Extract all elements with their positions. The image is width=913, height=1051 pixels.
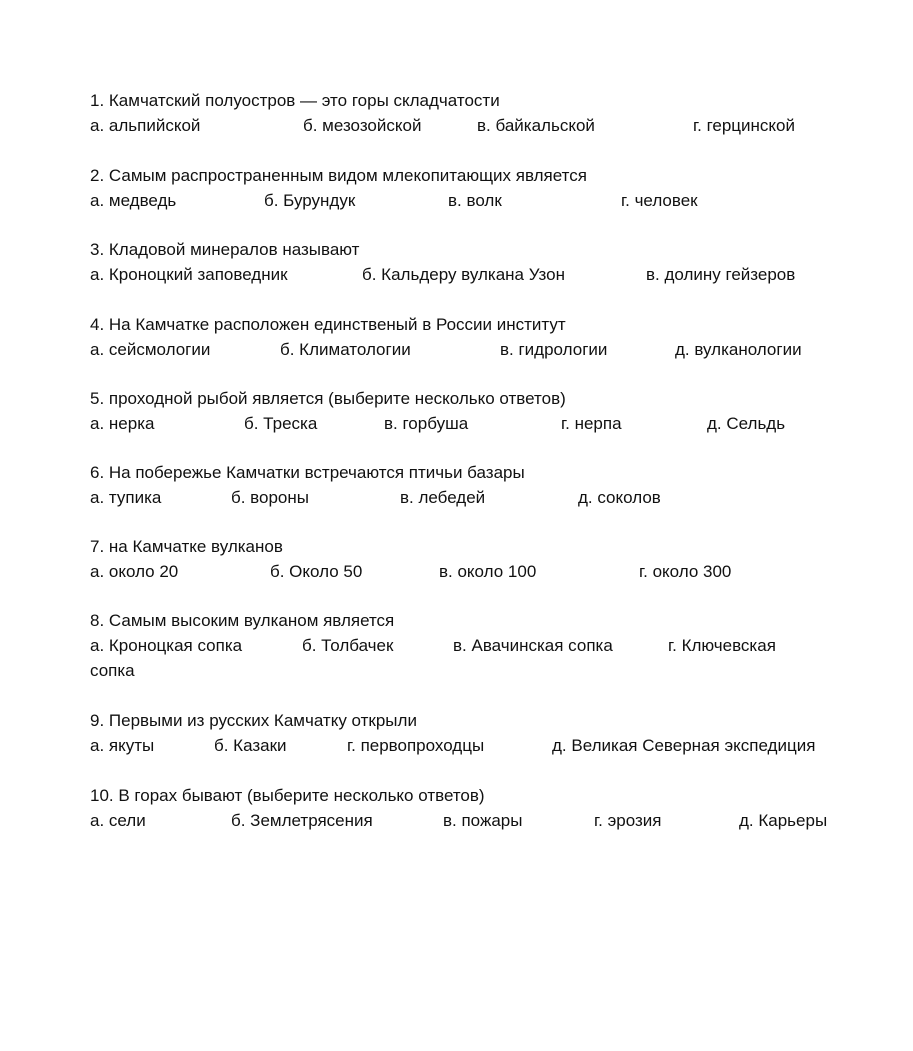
question-text: 7. на Камчатке вулканов — [90, 537, 283, 556]
answer-options — [90, 411, 880, 436]
question-9 — [90, 708, 880, 758]
answer-option: в. горбуша — [384, 414, 469, 433]
answer-option: а. тупика — [90, 488, 162, 507]
question-1 — [90, 88, 880, 138]
question-text: 8. Самым высоким вулканом является — [90, 611, 395, 630]
answer-option: г. эрозия — [594, 811, 662, 830]
question-3 — [90, 237, 880, 287]
answer-option: д. соколов — [578, 488, 661, 507]
answer-options — [90, 633, 880, 683]
answer-option: а. якуты — [90, 736, 155, 755]
answer-option: а. нерка — [90, 414, 155, 433]
answer-option: б. Бурундук — [264, 191, 356, 210]
answer-option: г. человек — [621, 191, 698, 210]
answer-options — [90, 262, 880, 287]
answer-option: в. лебедей — [400, 488, 486, 507]
answer-option: б. Треска — [244, 414, 318, 433]
answer-option: г. нерпа — [561, 414, 622, 433]
question-8 — [90, 608, 880, 683]
answer-option: б. Около 50 — [270, 562, 363, 581]
answer-option-continuation: сопка — [90, 661, 135, 680]
answer-option: а. сели — [90, 811, 146, 830]
answer-option: а. около 20 — [90, 562, 179, 581]
answer-option: б. Климатологии — [280, 340, 411, 359]
answer-option: в. пожары — [443, 811, 523, 830]
answer-options — [90, 113, 880, 138]
question-2 — [90, 163, 880, 213]
answer-option: в. байкальской — [477, 116, 595, 135]
answer-option: в. около 100 — [439, 562, 537, 581]
answer-option: б. Казаки — [214, 736, 287, 755]
question-7 — [90, 534, 880, 584]
question-5 — [90, 386, 880, 436]
answer-option: б. Землетрясения — [231, 811, 373, 830]
question-text: 9. Первыми из русских Камчатку открыли — [90, 711, 417, 730]
answer-option: д. вулканологии — [675, 340, 802, 359]
answer-option: б. Толбачек — [302, 636, 394, 655]
answer-option: в. долину гейзеров — [646, 265, 796, 284]
answer-option: б. Кальдеру вулкана Узон — [362, 265, 566, 284]
answer-options — [90, 188, 880, 213]
answer-options — [90, 808, 880, 833]
answer-option: а. медведь — [90, 191, 177, 210]
question-text: 10. В горах бывают (выберите несколько ответов) — [90, 786, 485, 805]
answer-option: б. мезозойской — [303, 116, 422, 135]
question-text: 1. Камчатский полуостров — это горы складчатости — [90, 91, 500, 110]
question-text: 3. Кладовой минералов называют — [90, 240, 360, 259]
question-text: 5. проходной рыбой является (выберите несколько ответов) — [90, 389, 566, 408]
answer-option: г. герцинской — [693, 116, 796, 135]
question-10 — [90, 783, 880, 833]
answer-options — [90, 485, 880, 510]
answer-option: а. альпийской — [90, 116, 201, 135]
answer-option: в. гидрологии — [500, 340, 608, 359]
question-text: 6. На побережье Камчатки встречаются птичьи базары — [90, 463, 525, 482]
question-text: 4. На Камчатке расположен единственый в России институт — [90, 315, 566, 334]
answer-option: г. первопроходцы — [347, 736, 485, 755]
answer-options — [90, 559, 880, 584]
question-4 — [90, 312, 880, 362]
answer-option: в. Авачинская сопка — [453, 636, 613, 655]
answer-options — [90, 733, 880, 758]
answer-option: д. Сельдь — [707, 414, 786, 433]
answer-option: б. вороны — [231, 488, 309, 507]
answer-option: а. сейсмологии — [90, 340, 211, 359]
answer-options — [90, 337, 880, 362]
answer-option: г. Ключевская — [668, 636, 776, 655]
answer-option: д. Великая Северная экспедиция — [552, 736, 816, 755]
question-text: 2. Самым распространенным видом млекопитающих является — [90, 166, 587, 185]
answer-option: а. Кроноцкий заповедник — [90, 265, 288, 284]
answer-option: а. Кроноцкая сопка — [90, 636, 243, 655]
answer-option: д. Карьеры — [739, 811, 828, 830]
answer-option: г. около 300 — [639, 562, 732, 581]
question-6 — [90, 460, 880, 510]
answer-option: в. волк — [448, 191, 502, 210]
